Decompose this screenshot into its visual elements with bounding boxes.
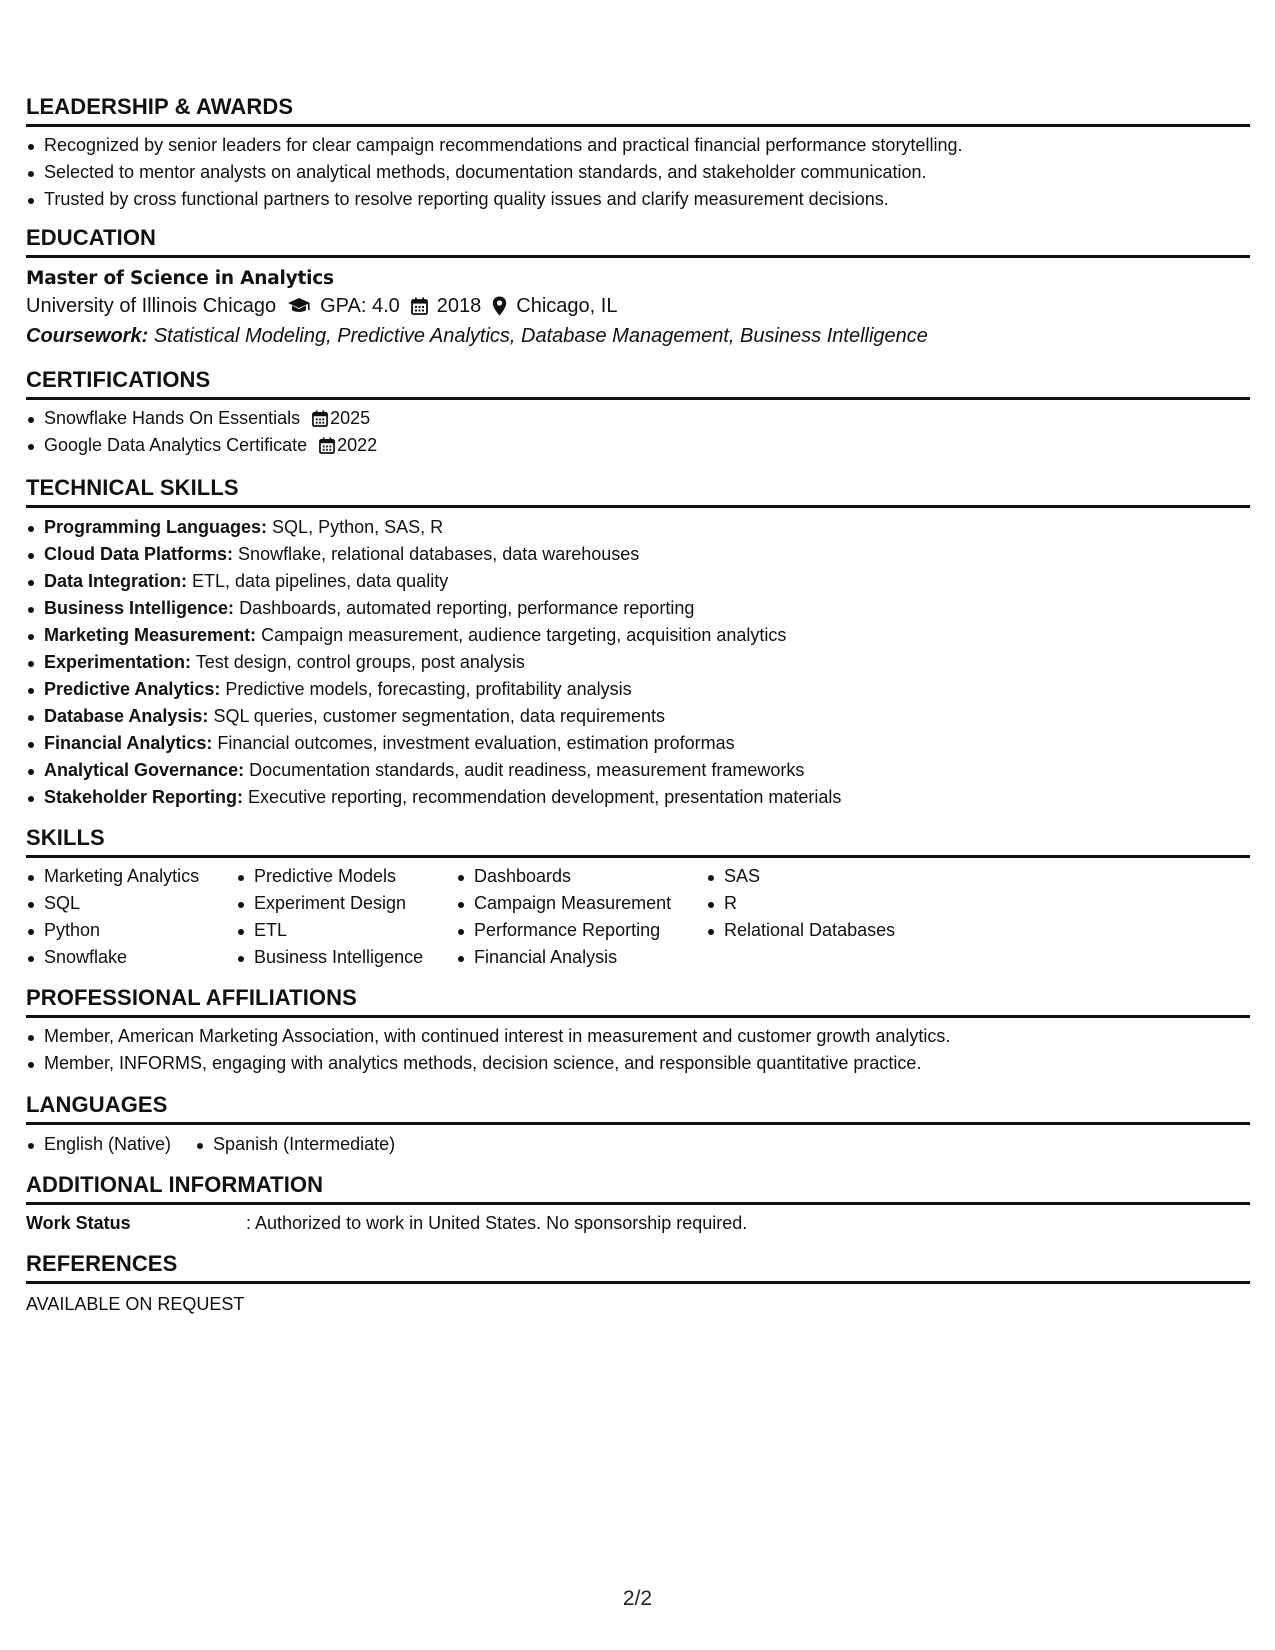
skills-column xyxy=(706,863,926,971)
list-item xyxy=(26,432,1250,459)
coursework-label: Coursework: xyxy=(26,325,149,347)
list-item xyxy=(26,649,1250,676)
calendar-icon xyxy=(312,410,328,427)
section-leadership-awards xyxy=(26,94,1250,213)
degree-title: Master of Science in Analytics xyxy=(26,268,334,289)
section-heading: ADDITIONAL INFORMATION xyxy=(26,1172,1250,1205)
list-item: ETL xyxy=(236,917,436,944)
skill-values: SQL, Python, SAS, R xyxy=(272,517,444,537)
section-references xyxy=(26,1251,1250,1318)
list-item xyxy=(26,730,1250,757)
section-professional-affiliations xyxy=(26,985,1250,1077)
skill-values: Snowflake, relational databases, data warehouses xyxy=(238,544,640,564)
list-item xyxy=(26,784,1250,811)
skill-category: Data Integration: xyxy=(44,571,188,591)
list-item xyxy=(26,676,1250,703)
skill-values: Dashboards, automated reporting, performance reporting xyxy=(239,598,695,618)
list-item: SQL xyxy=(26,890,216,917)
list-item xyxy=(26,622,1250,649)
references-text: AVAILABLE ON REQUEST xyxy=(26,1294,245,1314)
skill-values: Executive reporting, recommendation development, presentation materials xyxy=(248,787,842,807)
list-item: Trusted by cross functional partners to resolve reporting quality issues and clarify measurement decisions. xyxy=(26,186,1250,213)
list-item: R xyxy=(706,890,926,917)
list-item: Member, INFORMS, engaging with analytics methods, decision science, and responsible quantitative practice. xyxy=(26,1050,1250,1077)
work-status-value: : Authorized to work in United States. No sponsorship required. xyxy=(246,1213,748,1233)
technical-skills-list xyxy=(26,508,1250,811)
skill-category: Experimentation: xyxy=(44,652,192,672)
list-item: Marketing Analytics xyxy=(26,863,216,890)
skill-values: ETL, data pipelines, data quality xyxy=(192,571,449,591)
list-item: Selected to mentor analysts on analytical methods, documentation standards, and stakeholder communication. xyxy=(26,159,1250,186)
certification-name: Snowflake Hands On Essentials xyxy=(44,408,301,428)
list-item: Financial Analysis xyxy=(456,944,686,971)
list-item: Member, American Marketing Association, with continued interest in measurement and customer growth analytics. xyxy=(26,1023,1250,1050)
list-item xyxy=(26,595,1250,622)
skill-values: Predictive models, forecasting, profitability analysis xyxy=(225,679,632,699)
section-heading: LANGUAGES xyxy=(26,1092,1250,1125)
skill-category: Database Analysis: xyxy=(44,706,209,726)
languages-list xyxy=(26,1131,419,1158)
skill-category: Marketing Measurement: xyxy=(44,625,257,645)
list-item: Business Intelligence xyxy=(236,944,436,971)
certifications-list xyxy=(26,400,1250,459)
skill-values: Documentation standards, audit readiness, measurement frameworks xyxy=(249,760,805,780)
skill-category: Financial Analytics: xyxy=(44,733,213,753)
list-item: Performance Reporting xyxy=(456,917,686,944)
affiliations-list xyxy=(26,1018,1250,1077)
school-location: Chicago, IL xyxy=(516,295,618,317)
skill-category: Cloud Data Platforms: xyxy=(44,544,234,564)
skills-column xyxy=(26,863,216,971)
section-technical-skills xyxy=(26,475,1250,811)
page-number: 2/2 xyxy=(622,1587,653,1610)
section-heading: LEADERSHIP & AWARDS xyxy=(26,94,1250,127)
list-item: Snowflake xyxy=(26,944,216,971)
certification-year: 2022 xyxy=(337,435,378,455)
section-heading: CERTIFICATIONS xyxy=(26,367,1250,400)
section-heading: EDUCATION xyxy=(26,225,1250,258)
graduation-cap-icon xyxy=(287,297,311,315)
calendar-icon xyxy=(319,437,335,454)
skill-values: SQL queries, customer segmentation, data requirements xyxy=(213,706,666,726)
skill-category: Business Intelligence: xyxy=(44,598,235,618)
list-item xyxy=(26,568,1250,595)
resume-page xyxy=(26,94,1250,1318)
certification-year: 2025 xyxy=(330,408,371,428)
list-item: Python xyxy=(26,917,216,944)
section-heading: TECHNICAL SKILLS xyxy=(26,475,1250,508)
list-item: Experiment Design xyxy=(236,890,436,917)
skills-column xyxy=(456,863,686,971)
list-item: SAS xyxy=(706,863,926,890)
section-heading: REFERENCES xyxy=(26,1251,1250,1284)
list-item: Dashboards xyxy=(456,863,686,890)
section-heading: PROFESSIONAL AFFILIATIONS xyxy=(26,985,1250,1018)
list-item xyxy=(26,514,1250,541)
work-status-row xyxy=(26,1205,1250,1237)
list-item: Relational Databases xyxy=(706,917,926,944)
skill-category: Programming Languages: xyxy=(44,517,268,537)
languages-row xyxy=(26,1125,1250,1158)
list-item xyxy=(26,757,1250,784)
skill-category: Predictive Analytics: xyxy=(44,679,221,699)
education-details xyxy=(26,291,1250,321)
skill-values: Test design, control groups, post analysis xyxy=(195,652,525,672)
section-education xyxy=(26,225,1250,351)
leadership-list xyxy=(26,127,1250,213)
gpa: GPA: 4.0 xyxy=(320,295,400,317)
graduation-year: 2018 xyxy=(436,295,482,317)
list-item xyxy=(26,703,1250,730)
skills-column xyxy=(236,863,436,971)
coursework-list: Statistical Modeling, Predictive Analytics, Database Management, Business Intelligence xyxy=(153,325,928,347)
school-name: University of Illinois Chicago xyxy=(26,295,277,317)
calendar-icon xyxy=(411,297,428,315)
skills-columns xyxy=(26,858,1250,971)
section-additional-information xyxy=(26,1172,1250,1237)
list-item xyxy=(26,541,1250,568)
list-item: Spanish (Intermediate) xyxy=(195,1131,395,1158)
skill-category: Analytical Governance: xyxy=(44,760,245,780)
section-skills xyxy=(26,825,1250,971)
list-item: Campaign Measurement xyxy=(456,890,686,917)
coursework xyxy=(26,321,1250,351)
list-item xyxy=(26,405,1250,432)
list-item: English (Native) xyxy=(26,1131,171,1158)
skill-values: Financial outcomes, investment evaluation, estimation proformas xyxy=(217,733,735,753)
skill-category: Stakeholder Reporting: xyxy=(44,787,244,807)
section-languages xyxy=(26,1092,1250,1158)
list-item: Recognized by senior leaders for clear campaign recommendations and practical financial performance storytelling. xyxy=(26,132,1250,159)
certification-name: Google Data Analytics Certificate xyxy=(44,435,308,455)
work-status-label: Work Status xyxy=(26,1213,131,1233)
list-item: Predictive Models xyxy=(236,863,436,890)
section-certifications xyxy=(26,367,1250,459)
map-pin-icon xyxy=(492,296,507,316)
section-heading: SKILLS xyxy=(26,825,1250,858)
skill-values: Campaign measurement, audience targeting, acquisition analytics xyxy=(261,625,787,645)
